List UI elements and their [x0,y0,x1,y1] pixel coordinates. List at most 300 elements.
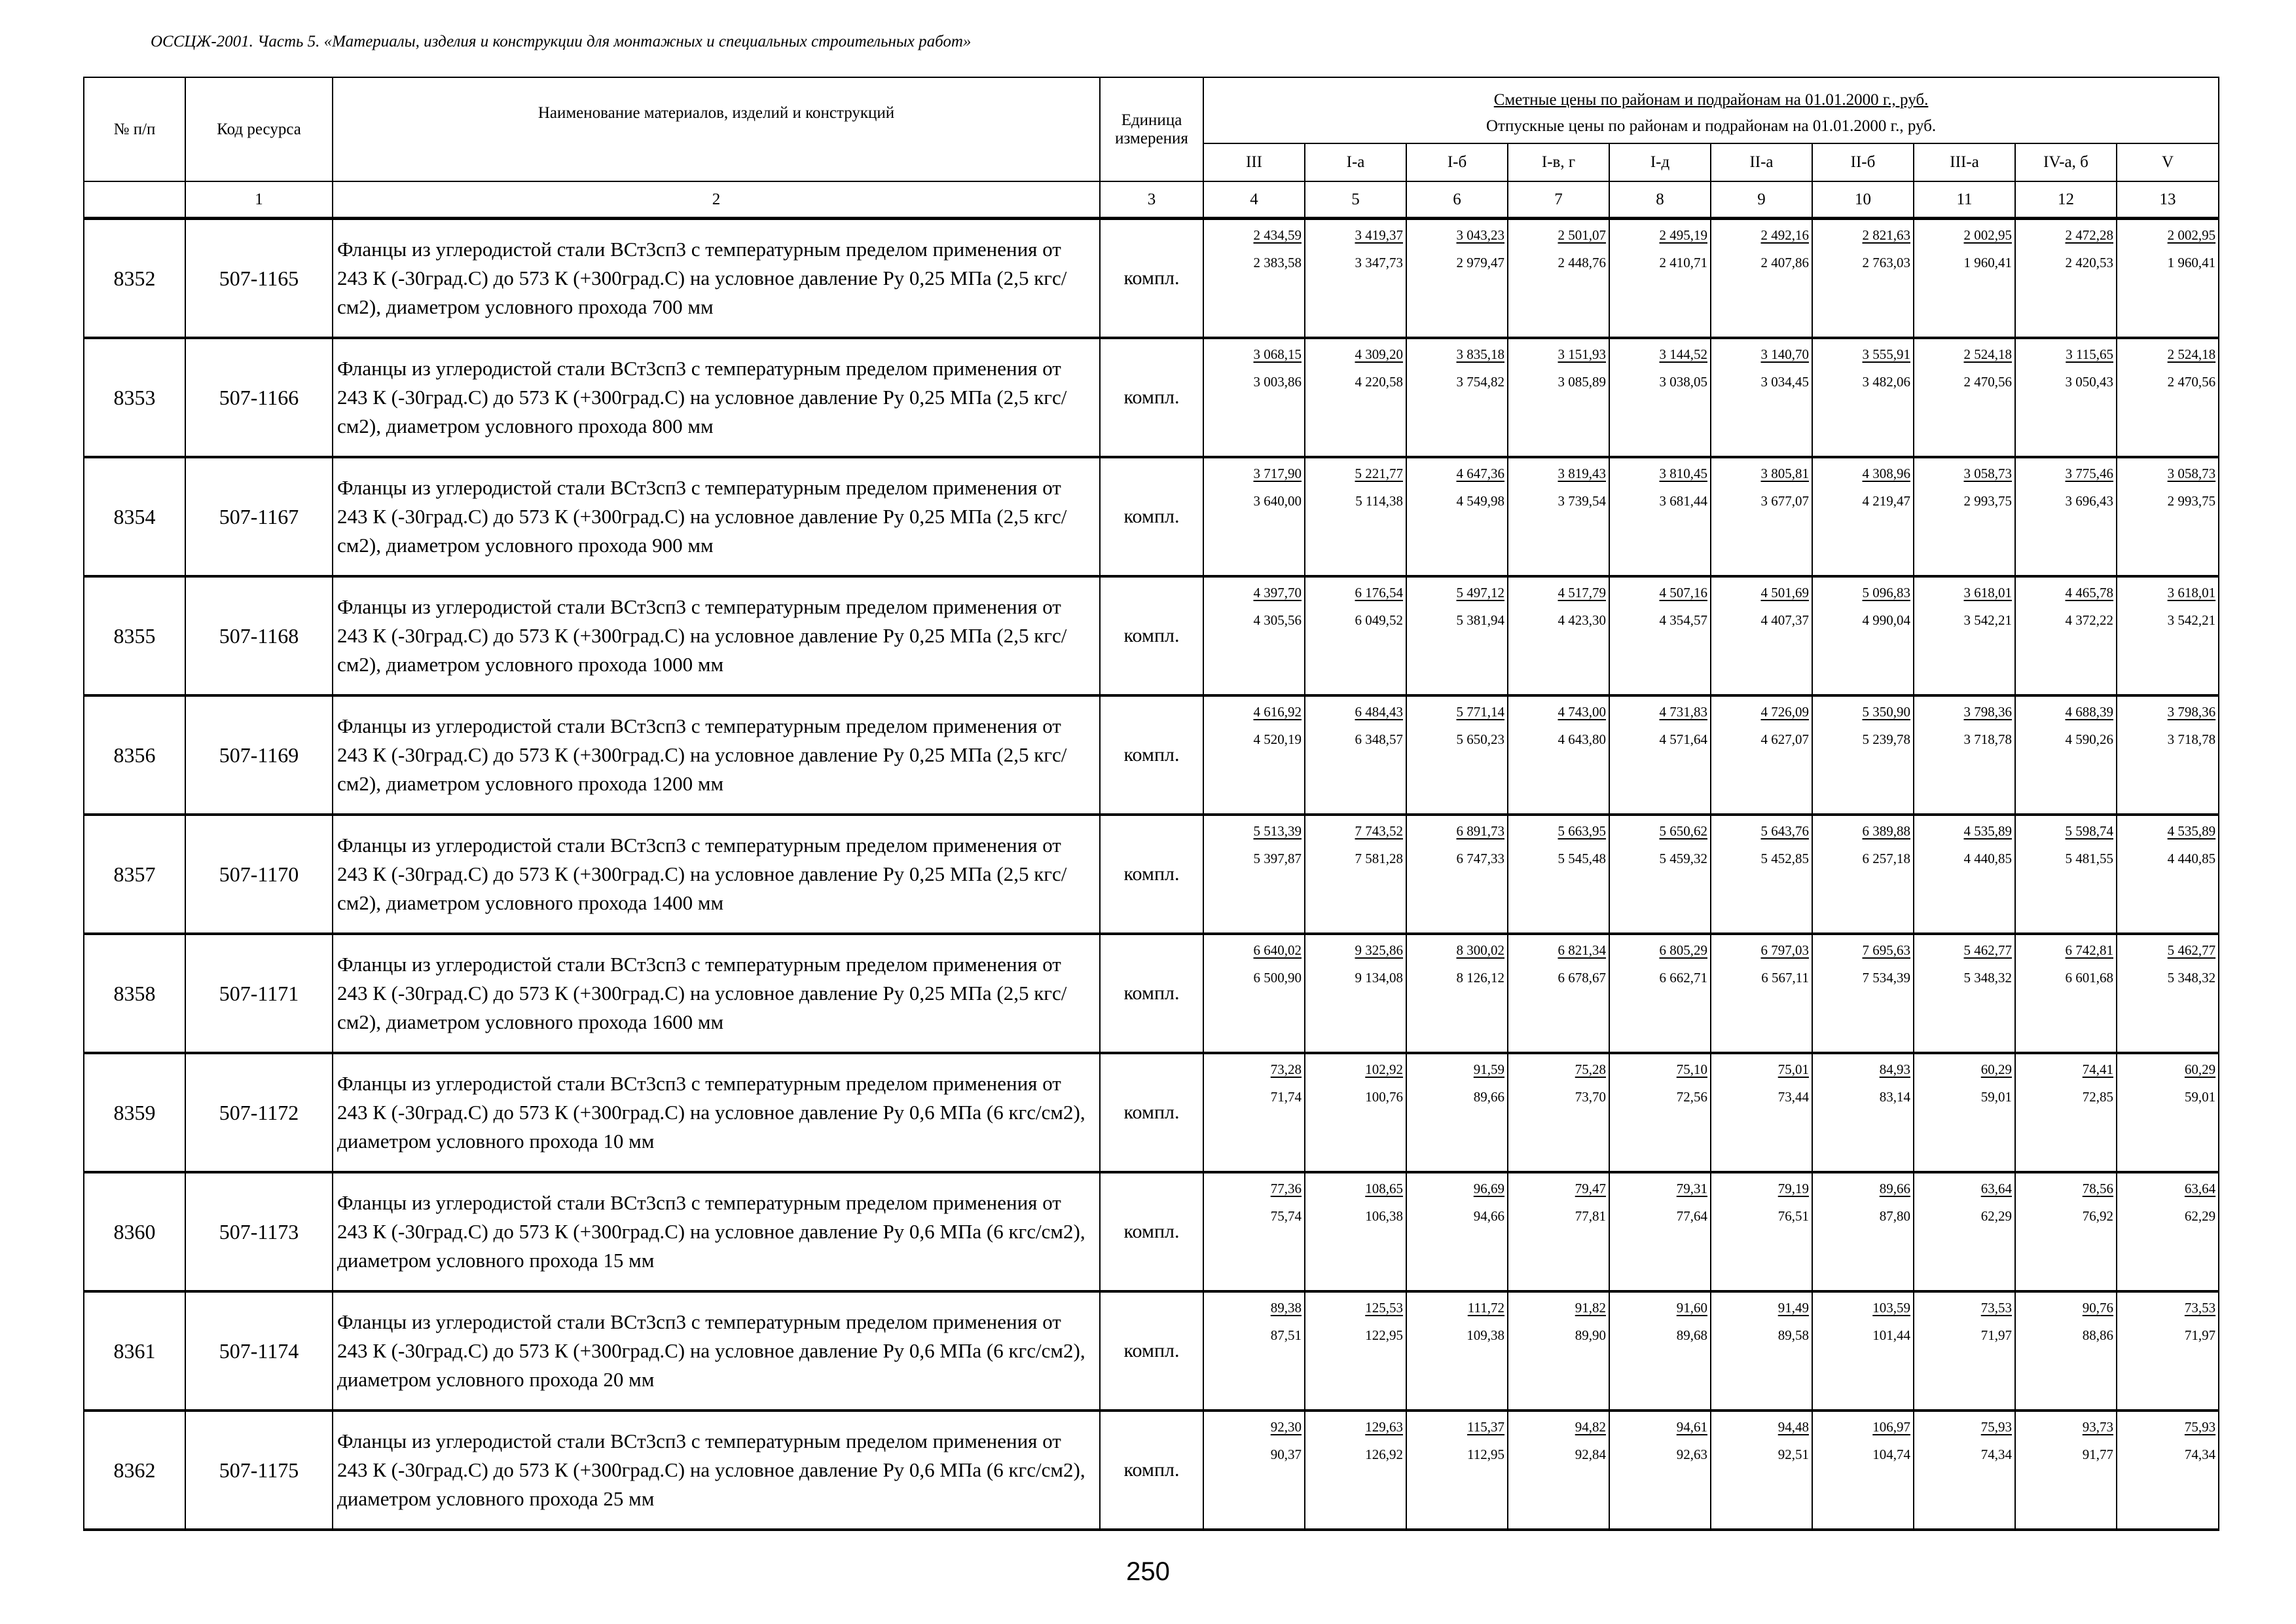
selling-price: 6 257,18 [1862,851,1910,866]
price-cell [1914,1172,2015,1291]
estimate-price: 2 002,95 [2167,227,2216,243]
selling-price: 4 354,57 [1659,612,1707,628]
estimate-price: 2 524,18 [1963,346,2012,362]
resource-code: 507-1165 [185,219,333,339]
material-name: Фланцы из углеродистой стали ВСт3сп3 с температурным пределом применения от 243 К (-30град.С) до 573 К (+300град.С) на условное давление Ру 0,25 МПа (2,5 кгс/см2), диаметром условного прохода 1000 мм [333,576,1100,695]
estimate-price: 91,49 [1777,1300,1809,1316]
price-cell [1914,457,2015,576]
selling-price: 109,38 [1467,1327,1504,1343]
selling-price: 3 034,45 [1760,374,1809,390]
estimate-price: 3 618,01 [2167,585,2216,600]
table-row [84,695,2219,815]
price-cell [1812,1411,1914,1530]
estimate-price: 79,31 [1676,1181,1707,1196]
selling-price: 4 219,47 [1862,493,1910,509]
material-name: Фланцы из углеродистой стали ВСт3сп3 с температурным пределом применения от 243 К (-30град.С) до 573 К (+300град.С) на условное давление Ру 0,6 МПа (6 кгс/см2), диаметром условного прохода 10 мм [333,1053,1100,1172]
price-cell [1711,1291,1812,1411]
unit-of-measure: компл. [1100,1411,1203,1530]
selling-price: 88,86 [2082,1327,2113,1343]
selling-price: 2 407,86 [1760,255,1809,270]
col-header-prices [1203,77,2219,143]
resource-code: 507-1169 [185,695,333,815]
column-number: 6 [1406,181,1508,219]
estimate-price: 111,72 [1467,1300,1504,1316]
price-cell [1812,219,1914,339]
price-cell [1711,695,1812,815]
estimate-price: 74,41 [2082,1061,2113,1077]
material-name: Фланцы из углеродистой стали ВСт3сп3 с температурным пределом применения от 243 К (-30град.С) до 573 К (+300град.С) на условное давление Ру 0,25 МПа (2,5 кгс/см2), диаметром условного прохода 1600 мм [333,934,1100,1053]
column-number: 10 [1812,181,1914,219]
price-cell [1305,219,1406,339]
region-header: I-в, г [1508,143,1609,181]
selling-price: 6 747,33 [1456,851,1504,866]
selling-price: 5 397,87 [1253,851,1302,866]
row-number: 8355 [84,576,185,695]
estimate-price: 4 731,83 [1659,704,1707,720]
price-cell [1609,815,1711,934]
material-name: Фланцы из углеродистой стали ВСт3сп3 с температурным пределом применения от 243 К (-30град.С) до 573 К (+300град.С) на условное давление Ру 0,25 МПа (2,5 кгс/см2), диаметром условного прохода 1200 мм [333,695,1100,815]
column-number: 7 [1508,181,1609,219]
selling-price: 2 979,47 [1456,255,1504,270]
table-row [84,1291,2219,1411]
price-cell [1508,1172,1609,1291]
price-cell [1914,1291,2015,1411]
price-cell [1812,457,1914,576]
unit-of-measure: компл. [1100,1053,1203,1172]
estimate-price: 84,93 [1879,1061,1910,1077]
unit-of-measure: компл. [1100,815,1203,934]
selling-price: 5 459,32 [1659,851,1707,866]
resource-code: 507-1168 [185,576,333,695]
material-name: Фланцы из углеродистой стали ВСт3сп3 с температурным пределом применения от 243 К (-30град.С) до 573 К (+300град.С) на условное давление Ру 0,25 МПа (2,5 кгс/см2), диаметром условного прохода 1400 мм [333,815,1100,934]
selling-price: 2 410,71 [1659,255,1707,270]
price-cell [1508,934,1609,1053]
selling-price: 59,01 [1980,1089,2012,1105]
selling-price: 5 239,78 [1862,731,1910,747]
estimate-price: 91,60 [1676,1300,1707,1316]
estimate-price: 2 821,63 [1862,227,1910,243]
selling-price: 4 440,85 [1963,851,2012,866]
region-header: I-д [1609,143,1711,181]
estimate-price: 3 115,65 [2066,346,2113,362]
price-cell [1914,219,2015,339]
selling-price: 72,56 [1676,1089,1707,1105]
estimate-price: 5 096,83 [1862,585,1910,600]
estimate-price: 5 462,77 [2167,942,2216,958]
estimate-price: 2 434,59 [1253,227,1302,243]
estimate-price: 3 798,36 [2167,704,2216,720]
estimate-price: 3 151,93 [1558,346,1606,362]
selling-price: 89,58 [1777,1327,1809,1343]
price-cell [1203,457,1305,576]
price-cell [1812,1053,1914,1172]
estimate-price: 7 695,63 [1862,942,1910,958]
selling-price: 74,34 [1980,1447,2012,1462]
selling-price: 5 545,48 [1558,851,1606,866]
selling-price: 4 549,98 [1456,493,1504,509]
selling-price: 73,44 [1777,1089,1809,1105]
estimate-price: 75,01 [1777,1061,1809,1077]
column-number: 3 [1100,181,1203,219]
selling-price: 94,66 [1473,1208,1504,1224]
region-header: V [2117,143,2219,181]
estimate-price: 4 688,39 [2065,704,2113,720]
estimate-price: 4 501,69 [1760,585,1809,600]
selling-price: 75,74 [1270,1208,1302,1224]
estimate-price: 3 810,45 [1659,466,1707,481]
estimate-price: 73,53 [1980,1300,2012,1316]
selling-price: 3 718,78 [1963,731,2012,747]
estimate-price: 6 891,73 [1456,823,1504,839]
selling-price: 2 993,75 [1963,493,2012,509]
unit-of-measure: компл. [1100,695,1203,815]
price-cell [1914,1053,2015,1172]
estimate-price: 96,69 [1473,1181,1504,1196]
column-number: 13 [2117,181,2219,219]
price-cell [2015,695,2117,815]
selling-price: 100,76 [1365,1089,1403,1105]
price-cell [1609,1172,1711,1291]
prices-estimate-label: Сметные цены по районам и подрайонам на 01.01.2000 г., руб. [1493,91,1929,109]
material-name: Фланцы из углеродистой стали ВСт3сп3 с температурным пределом применения от 243 К (-30град.С) до 573 К (+300град.С) на условное давление Ру 0,6 МПа (6 кгс/см2), диаметром условного прохода 25 мм [333,1411,1100,1530]
column-number: 8 [1609,181,1711,219]
price-cell [2117,695,2219,815]
region-header: III-а [1914,143,2015,181]
selling-price: 76,92 [2082,1208,2113,1224]
price-cell [1711,1172,1812,1291]
price-cell [2117,1411,2219,1530]
price-cell [1406,1053,1508,1172]
price-cell [2015,1172,2117,1291]
price-cell [1812,934,1914,1053]
selling-price: 101,44 [1872,1327,1910,1343]
selling-price: 4 423,30 [1558,612,1606,628]
estimate-price: 78,56 [2082,1181,2113,1196]
estimate-price: 79,47 [1575,1181,1606,1196]
estimate-price: 75,28 [1575,1061,1606,1077]
selling-price: 90,37 [1270,1447,1302,1462]
price-cell [1508,338,1609,457]
selling-price: 6 601,68 [2065,970,2113,986]
estimate-price: 3 058,73 [2167,466,2216,481]
price-cell [1406,1291,1508,1411]
estimate-price: 3 140,70 [1760,346,1809,362]
price-cell [1305,576,1406,695]
estimate-price: 115,37 [1467,1419,1504,1435]
column-number: 1 [185,181,333,219]
selling-price: 89,66 [1473,1089,1504,1105]
table-row [84,1411,2219,1530]
price-cell [2015,576,2117,695]
col-header-unit: Единица измерения [1100,77,1203,181]
column-number [84,181,185,219]
material-name: Фланцы из углеродистой стали ВСт3сп3 с температурным пределом применения от 243 К (-30град.С) до 573 К (+300град.С) на условное давление Ру 0,6 МПа (6 кгс/см2), диаметром условного прохода 15 мм [333,1172,1100,1291]
selling-price: 5 114,38 [1355,493,1403,509]
estimate-price: 102,92 [1365,1061,1403,1077]
estimate-price: 5 350,90 [1862,704,1910,720]
price-cell [1508,1291,1609,1411]
price-cell [1914,576,2015,695]
selling-price: 2 763,03 [1862,255,1910,270]
row-number: 8361 [84,1291,185,1411]
selling-price: 5 481,55 [2065,851,2113,866]
estimate-price: 6 805,29 [1659,942,1707,958]
price-cell [1711,815,1812,934]
selling-price: 6 567,11 [1761,970,1809,986]
selling-price: 3 754,82 [1456,374,1504,390]
resource-code: 507-1173 [185,1172,333,1291]
estimate-price: 91,82 [1575,1300,1606,1316]
selling-price: 9 134,08 [1355,970,1403,986]
estimate-price: 3 555,91 [1862,346,1910,362]
estimate-price: 6 742,81 [2065,942,2113,958]
estimate-price: 8 300,02 [1456,942,1504,958]
estimate-price: 125,53 [1365,1300,1403,1316]
price-cell [2015,1291,2117,1411]
unit-of-measure: компл. [1100,219,1203,339]
selling-price: 92,63 [1676,1447,1707,1462]
price-cell [1508,576,1609,695]
estimate-price: 4 507,16 [1659,585,1707,600]
estimate-price: 2 002,95 [1963,227,2012,243]
selling-price: 71,97 [1980,1327,2012,1343]
price-cell [1305,934,1406,1053]
estimate-price: 94,61 [1676,1419,1707,1435]
selling-price: 4 407,37 [1760,612,1809,628]
estimate-price: 73,53 [2184,1300,2216,1316]
selling-price: 62,29 [2184,1208,2216,1224]
estimate-price: 6 389,88 [1862,823,1910,839]
estimate-price: 4 535,89 [1963,823,2012,839]
price-cell [1203,1172,1305,1291]
estimate-price: 5 650,62 [1659,823,1707,839]
selling-price: 4 220,58 [1355,374,1403,390]
price-cell [2117,934,2219,1053]
price-cell [1305,815,1406,934]
estimate-price: 3 043,23 [1456,227,1504,243]
estimate-price: 2 501,07 [1558,227,1606,243]
row-number: 8354 [84,457,185,576]
estimate-price: 4 743,00 [1558,704,1606,720]
selling-price: 3 696,43 [2065,493,2113,509]
selling-price: 4 305,56 [1253,612,1302,628]
price-cell [1406,934,1508,1053]
selling-price: 3 640,00 [1253,493,1302,509]
region-header: I-б [1406,143,1508,181]
selling-price: 6 500,90 [1253,970,1302,986]
price-cell [1203,934,1305,1053]
price-cell [1812,695,1914,815]
price-cell [1203,1053,1305,1172]
price-cell [1305,1291,1406,1411]
selling-price: 112,95 [1467,1447,1504,1462]
estimate-price: 63,64 [2184,1181,2216,1196]
estimate-price: 89,38 [1270,1300,1302,1316]
selling-price: 122,95 [1365,1327,1403,1343]
selling-price: 3 681,44 [1659,493,1707,509]
unit-of-measure: компл. [1100,1291,1203,1411]
row-number: 8353 [84,338,185,457]
selling-price: 71,97 [2184,1327,2216,1343]
price-cell [2015,815,2117,934]
estimate-price: 108,65 [1365,1181,1403,1196]
price-cell [1406,815,1508,934]
estimate-price: 73,28 [1270,1061,1302,1077]
estimate-price: 3 058,73 [1963,466,2012,481]
table-row [84,934,2219,1053]
price-cell [1812,1172,1914,1291]
price-cell [1508,457,1609,576]
price-cell [1508,815,1609,934]
price-cell [1914,695,2015,815]
selling-price: 91,77 [2082,1447,2113,1462]
estimate-price: 5 462,77 [1963,942,2012,958]
price-cell [1812,1291,1914,1411]
price-cell [1305,457,1406,576]
region-header: IV-а, б [2015,143,2117,181]
col-header-name: Наименование материалов, изделий и конструкций [333,77,1100,181]
estimate-price: 3 068,15 [1253,346,1302,362]
column-number: 5 [1305,181,1406,219]
estimate-price: 75,93 [1980,1419,2012,1435]
selling-price: 106,38 [1365,1208,1403,1224]
estimate-price: 5 663,95 [1558,823,1606,839]
table-row [84,338,2219,457]
price-cell [2117,576,2219,695]
region-header: II-а [1711,143,1812,181]
table-row [84,457,2219,576]
price-cell [1305,338,1406,457]
estimate-price: 77,36 [1270,1181,1302,1196]
estimate-price: 4 647,36 [1456,466,1504,481]
estimate-price: 2 524,18 [2167,346,2216,362]
selling-price: 5 452,85 [1760,851,1809,866]
column-number: 11 [1914,181,2015,219]
unit-of-measure: компл. [1100,1172,1203,1291]
price-cell [1609,219,1711,339]
price-cell [1305,1053,1406,1172]
selling-price: 8 126,12 [1456,970,1504,986]
price-cell [1609,934,1711,1053]
selling-price: 4 627,07 [1760,731,1809,747]
selling-price: 3 542,21 [1963,612,2012,628]
unit-of-measure: компл. [1100,338,1203,457]
price-cell [1812,576,1914,695]
row-number: 8358 [84,934,185,1053]
selling-price: 4 372,22 [2065,612,2113,628]
resource-code: 507-1175 [185,1411,333,1530]
estimate-price: 5 643,76 [1760,823,1809,839]
resource-code: 507-1166 [185,338,333,457]
column-number-row [84,181,2219,219]
estimate-price: 3 717,90 [1253,466,1302,481]
price-cell [2117,219,2219,339]
estimate-price: 75,93 [2184,1419,2216,1435]
resource-code: 507-1172 [185,1053,333,1172]
selling-price: 5 348,32 [2167,970,2216,986]
selling-price: 4 571,64 [1659,731,1707,747]
selling-price: 4 643,80 [1558,731,1606,747]
price-cell [1406,219,1508,339]
selling-price: 83,14 [1879,1089,1910,1105]
estimate-price: 4 616,92 [1253,704,1302,720]
price-cell [2015,457,2117,576]
selling-price: 2 420,53 [2065,255,2113,270]
price-cell [1305,1172,1406,1291]
region-header: III [1203,143,1305,181]
material-name: Фланцы из углеродистой стали ВСт3сп3 с температурным пределом применения от 243 К (-30град.С) до 573 К (+300град.С) на условное давление Ру 0,6 МПа (6 кгс/см2), диаметром условного прохода 20 мм [333,1291,1100,1411]
estimate-price: 89,66 [1879,1181,1910,1196]
estimate-price: 4 535,89 [2167,823,2216,839]
estimate-price: 4 397,70 [1253,585,1302,600]
price-cell [2015,338,2117,457]
estimate-price: 129,63 [1365,1419,1403,1435]
price-cell [1711,576,1812,695]
estimate-price: 4 726,09 [1760,704,1809,720]
selling-price: 89,68 [1676,1327,1707,1343]
material-name: Фланцы из углеродистой стали ВСт3сп3 с температурным пределом применения от 243 К (-30град.С) до 573 К (+300град.С) на условное давление Ру 0,25 МПа (2,5 кгс/см2), диаметром условного прохода 700 мм [333,219,1100,339]
price-cell [1609,695,1711,815]
estimate-price: 103,59 [1872,1300,1910,1316]
column-number: 9 [1711,181,1812,219]
price-cell [1812,815,1914,934]
price-cell [1203,576,1305,695]
selling-price: 62,29 [1980,1208,2012,1224]
estimate-price: 4 308,96 [1862,466,1910,481]
estimate-price: 4 517,79 [1558,585,1606,600]
selling-price: 104,74 [1872,1447,1910,1462]
selling-price: 7 581,28 [1355,851,1403,866]
region-header: I-а [1305,143,1406,181]
selling-price: 2 470,56 [2167,374,2216,390]
selling-price: 72,85 [2082,1089,2113,1105]
table-row [84,576,2219,695]
selling-price: 77,64 [1676,1208,1707,1224]
column-number: 4 [1203,181,1305,219]
selling-price: 3 482,06 [1862,374,1910,390]
price-cell [2117,1291,2219,1411]
price-cell [2117,1172,2219,1291]
col-header-num: № п/п [84,77,185,181]
selling-price: 3 739,54 [1558,493,1606,509]
selling-price: 77,81 [1575,1208,1606,1224]
price-cell [2015,219,2117,339]
selling-price: 87,51 [1270,1327,1302,1343]
selling-price: 6 049,52 [1355,612,1403,628]
price-cell [1203,219,1305,339]
price-cell [1812,338,1914,457]
selling-price: 3 677,07 [1760,493,1809,509]
price-cell [1914,338,2015,457]
price-cell [1203,1291,1305,1411]
page-number: 250 [1126,1557,1170,1586]
price-cell [1711,934,1812,1053]
selling-price: 87,80 [1879,1208,1910,1224]
price-cell [1711,338,1812,457]
estimate-price: 60,29 [1980,1061,2012,1077]
selling-price: 1 960,41 [1963,255,2012,270]
price-cell [1711,1411,1812,1530]
estimate-price: 3 805,81 [1760,466,1809,481]
estimate-price: 93,73 [2082,1419,2113,1435]
price-cell [1609,1291,1711,1411]
selling-price: 2 383,58 [1253,255,1302,270]
col-header-code: Код ресурса [185,77,333,181]
estimate-price: 91,59 [1473,1061,1504,1077]
material-name: Фланцы из углеродистой стали ВСт3сп3 с температурным пределом применения от 243 К (-30град.С) до 573 К (+300град.С) на условное давление Ру 0,25 МПа (2,5 кгс/см2), диаметром условного прохода 900 мм [333,457,1100,576]
estimate-price: 6 821,34 [1558,942,1606,958]
estimate-price: 6 484,43 [1355,704,1403,720]
